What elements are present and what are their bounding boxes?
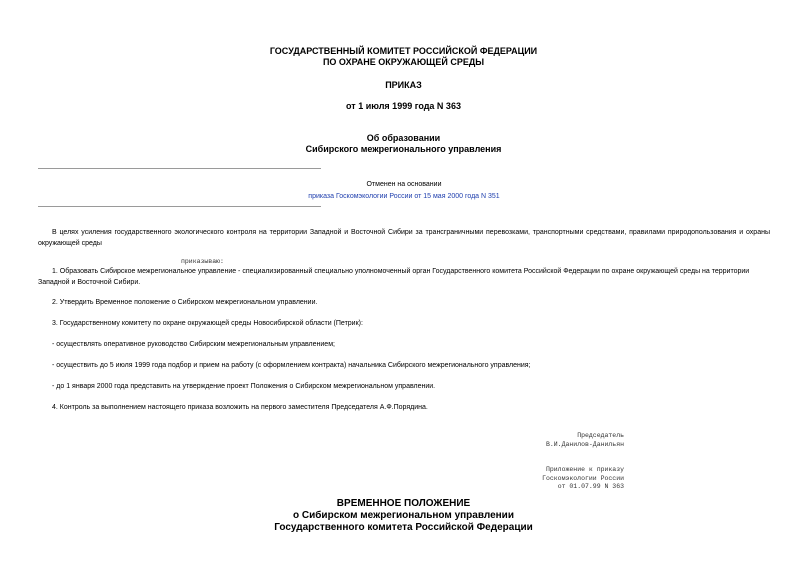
order-item-3-b: - осуществить до 5 июля 1999 года подбор и прием на работу (с оформлением контракта) начальника Сибирского межрегионального управления; — [52, 362, 531, 369]
appendix-ref-line-2: Госкомэкологии России — [542, 474, 624, 482]
repeal-order-link[interactable]: приказа Госкомэкологии России от 15 мая 2000 года N 351 — [308, 193, 500, 200]
signatory-name: В.И.Данилов-Данильян — [545, 440, 624, 448]
appendix-title-line-2: о Сибирском межрегиональном управлении — [293, 510, 514, 521]
preamble-paragraph: В целях усиления государственного экологического контроля на территории Западной и Восточной Сибири за трансграничными перевозками, транспортными средствами, правилами природопользования и охраны окружающей среды — [38, 229, 770, 247]
status-divider-bottom — [38, 206, 321, 207]
order-word: приказываю: — [181, 258, 224, 265]
subject-line-2: Сибирского межрегионального управления — [305, 144, 502, 154]
appendix-title-line-1: ВРЕМЕННОЕ ПОЛОЖЕНИЕ — [336, 498, 471, 509]
document-type: ПРИКАЗ — [385, 80, 422, 90]
appendix-ref-line-1: Приложение к приказу — [545, 466, 624, 473]
subject-line-1: Об образовании — [366, 133, 441, 143]
order-item-1: 1. Образовать Сибирское межрегиональное управление - специализированный специально уполномоченный орган Государственного комитета Российской Федерации по охране окружающей среды на территории Западной и Восточной Сибири. — [38, 268, 750, 286]
order-item-3-a: - осуществлять оперативное руководство Сибирским межрегиональным управлением; — [52, 341, 335, 348]
appendix-title-line-3: Государственного комитета Российской Федерации — [274, 522, 533, 533]
order-item-4: 4. Контроль за выполнением настоящего приказа возложить на первого заместителя Председателя А.Ф.Порядина. — [52, 404, 428, 411]
status-note — [38, 180, 770, 201]
issuer-name — [0, 46, 807, 68]
document-date: от 1 июля 1999 года N 363 — [346, 101, 461, 111]
order-item-2: 2. Утвердить Временное положение о Сибирском межрегиональном управлении. — [52, 299, 318, 306]
order-item-3-c: - до 1 января 2000 года представить на утверждение проект Положения о Сибирском межрегиональном управлении. — [52, 383, 436, 390]
status-note-text: Отменен на основании — [366, 181, 442, 188]
issuer-line-1: ГОСУДАРСТВЕННЫЙ КОМИТЕТ РОССИЙСКОЙ ФЕДЕРАЦИИ — [269, 46, 538, 56]
issuer-line-2: ПО ОХРАНЕ ОКРУЖАЮЩЕЙ СРЕДЫ — [322, 57, 485, 67]
appendix-reference — [470, 466, 624, 492]
appendix-ref-line-3: от 01.07.99 N 363 — [557, 483, 624, 490]
appendix-title — [0, 498, 807, 534]
signatory-title: Председатель — [577, 432, 624, 439]
document-subject — [0, 133, 807, 155]
status-divider-top — [38, 168, 321, 169]
signature-block — [470, 432, 624, 449]
order-item-3: 3. Государственному комитету по охране окружающей среды Новосибирской области (Петрик): — [52, 320, 363, 327]
